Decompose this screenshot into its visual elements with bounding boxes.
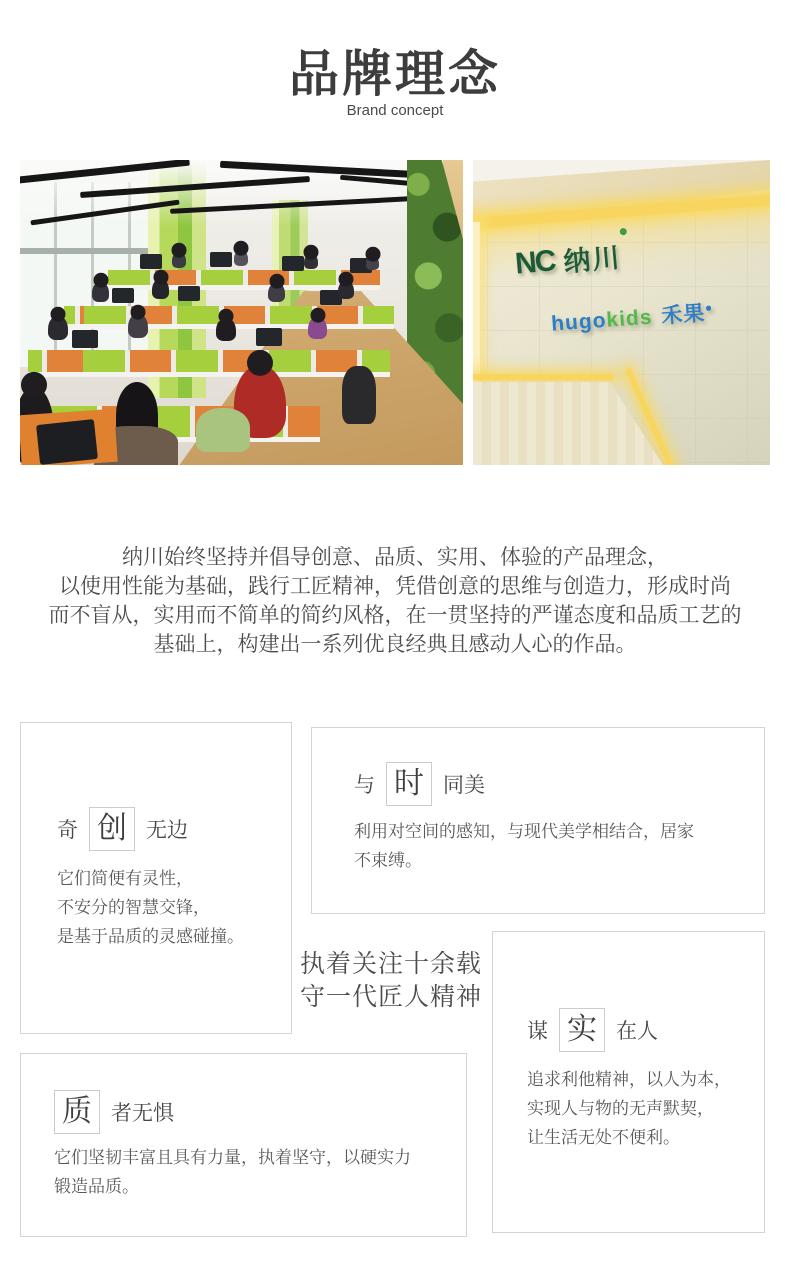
heading-pre: 谋 — [527, 1019, 548, 1043]
hugokids-logo-cn: 禾果 — [660, 301, 707, 328]
intro-line: 基础上，构建出一系列优良经典且感动人心的作品。 — [153, 632, 637, 656]
person — [216, 318, 236, 341]
concept-box-time — [311, 727, 765, 914]
concept-body-line: 实现人与物的无声默契， — [527, 1099, 714, 1118]
heading-boxed-char: 质 — [54, 1090, 100, 1134]
concept-body — [354, 817, 739, 875]
intro-line: 以使用性能为基础，践行工匠精神，凭借创意的思维与创造力，形成时尚 — [59, 574, 731, 598]
monitor-shape — [140, 254, 162, 269]
person — [304, 254, 318, 269]
heading-post: 在人 — [616, 1019, 658, 1043]
monitor-shape — [112, 288, 134, 303]
window-transom — [20, 248, 160, 254]
slogan-line: 执着关注十余载 — [300, 951, 483, 978]
person — [268, 283, 285, 302]
heading-boxed-char: 创 — [89, 807, 135, 851]
nachuan-logo-mark: NC — [513, 243, 556, 281]
monitor-shape — [210, 252, 232, 267]
intro-line: 纳川始终坚持并倡导创意、品质、实用、体验的产品理念， — [122, 545, 668, 569]
concept-body-line: 是基于品质的灵感碰撞。 — [57, 927, 244, 946]
heading-post: 者无惧 — [111, 1101, 174, 1125]
laptop-shape — [36, 419, 98, 465]
concept-box-creative — [20, 722, 292, 1034]
concept-body-line: 不束缚。 — [354, 851, 422, 870]
heading-pre: 奇 — [57, 818, 78, 842]
page-subtitle: Brand concept — [346, 102, 444, 119]
heading-boxed-char: 实 — [559, 1008, 605, 1052]
person — [234, 250, 248, 266]
office-photo — [20, 160, 463, 465]
person — [48, 316, 68, 340]
hugokids-logo-hugo: hugo — [550, 308, 608, 336]
concept-heading — [57, 807, 291, 851]
slogan-line: 守一代匠人精神 — [300, 984, 483, 1011]
nachuan-logo-name: 纳川 — [562, 242, 623, 278]
led-glow-bottom — [473, 374, 613, 380]
concept-body-line: 利用对空间的感知，与现代美学相结合，居家 — [354, 822, 694, 841]
person — [172, 252, 186, 268]
concept-heading — [527, 1008, 764, 1052]
office-chair — [342, 366, 376, 424]
person — [338, 281, 354, 299]
desk-row — [28, 350, 390, 377]
intro-line: 而不盲从，实用而不简单的简约风格，在一贯坚持的严谨态度和品质工艺的 — [48, 603, 742, 627]
concept-body-line: 追求利他精神，以人为本， — [527, 1070, 731, 1089]
person — [366, 256, 379, 270]
concept-body-line: 锻造品质。 — [54, 1177, 139, 1196]
concept-body — [57, 864, 291, 951]
monitor-shape — [282, 256, 304, 271]
concept-body-line: 它们坚韧丰富且具有力量，执着坚守，以硬实力 — [54, 1148, 411, 1167]
craftsman-slogan — [300, 948, 490, 1014]
heading-pre: 与 — [354, 773, 375, 797]
office-chair — [196, 408, 250, 452]
heading-boxed-char: 时 — [386, 762, 432, 806]
person — [152, 279, 169, 299]
concept-box-quality — [20, 1053, 467, 1237]
hugokids-logo-kids: kids — [605, 305, 654, 332]
person — [128, 314, 148, 338]
brand-wall-photo — [473, 160, 770, 465]
person — [308, 317, 327, 339]
concept-heading — [354, 762, 764, 806]
monitor-shape — [178, 286, 200, 301]
person — [92, 282, 109, 302]
concept-body — [54, 1143, 439, 1201]
heading-post: 同美 — [443, 773, 485, 797]
concept-body-line: 它们简便有灵性， — [57, 869, 193, 888]
monitor-shape — [72, 330, 98, 348]
concept-box-pragmatic — [492, 931, 765, 1233]
heading-post: 无边 — [146, 818, 188, 842]
concept-heading — [54, 1090, 466, 1134]
concept-body — [527, 1065, 764, 1152]
led-glow-left — [473, 222, 480, 394]
concept-body-line: 不安分的智慧交锋， — [57, 898, 210, 917]
page-title: 品牌理念 — [289, 46, 501, 102]
hugokids-logo-dot: ● — [704, 300, 714, 315]
brand-intro-paragraph — [0, 543, 790, 659]
monitor-shape — [256, 328, 282, 346]
concept-body-line: 让生活无处不便利。 — [527, 1128, 680, 1147]
